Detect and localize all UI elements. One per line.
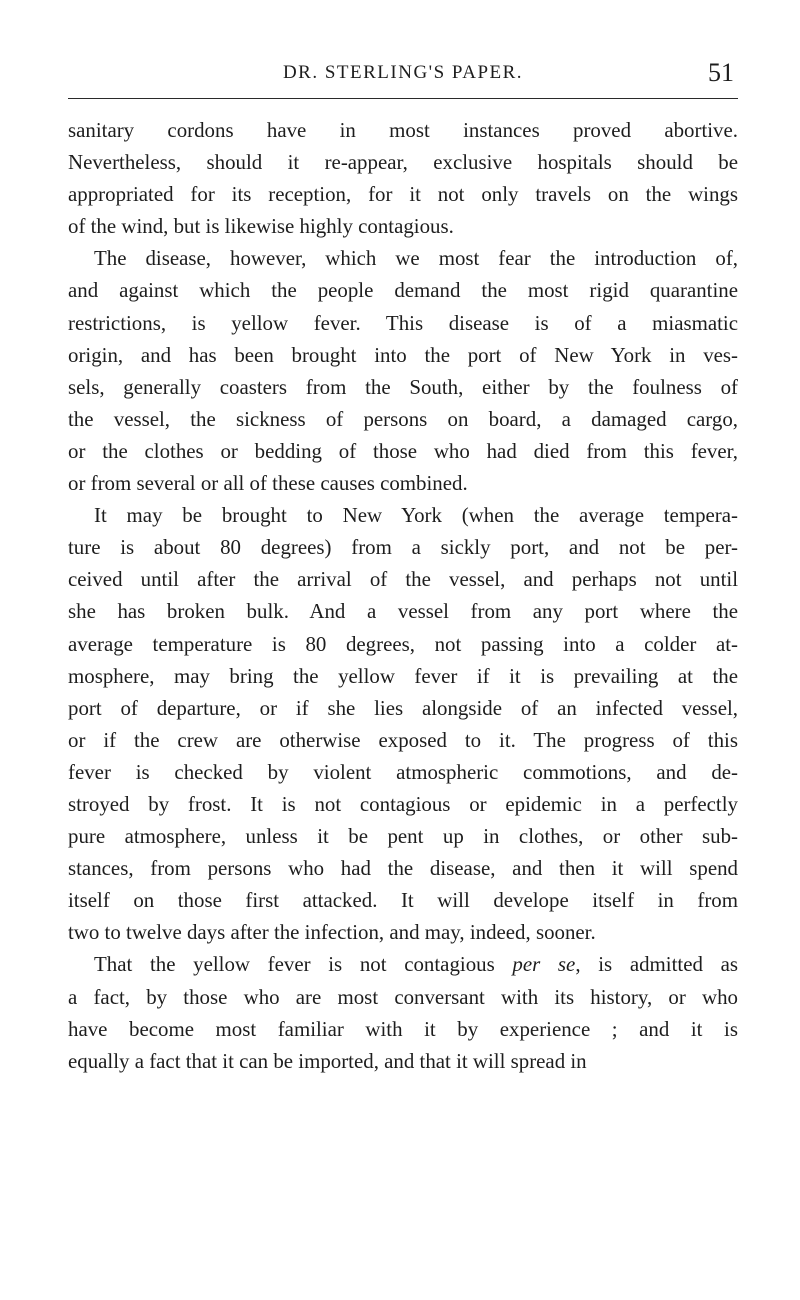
text-line: pure atmosphere, unless it be pent up in clothes, or other sub- [68,824,738,849]
text-line: a fact, by those who are most conversant with its history, or who [68,984,738,1009]
text-line: fever is checked by violent atmospheric commotions, and de- [68,759,738,784]
page-number: 51 [708,58,734,87]
text-line: stances, from persons who had the disease, and then it will spend [68,856,738,881]
text-line: or from several or all of these causes combined. [68,471,468,496]
text-line: mosphere, may bring the yellow fever if it is prevailing at the [68,663,738,688]
text-line: or the clothes or bedding of those who had died from this fever, [68,438,738,463]
text-line: have become most familiar with it by experience ; and it is [68,1016,738,1041]
text-line: two to twelve days after the infection, and may, indeed, sooner. [68,920,596,945]
text-line: origin, and has been brought into the port of New York in ves- [68,342,738,367]
running-header [68,58,738,98]
paragraph [68,114,738,242]
text-line: appropriated for its reception, for it not only travels on the wings [68,182,738,207]
text-line: port of departure, or if she lies alongside of an infected vessel, [68,695,738,720]
text-line: stroyed by frost. It is not contagious or epidemic in a perfectly [68,791,738,816]
text-line: itself on those first attacked. It will develope itself in from [68,888,738,913]
running-title: DR. STERLING'S PAPER. [282,62,524,83]
text-line: equally a fact that it can be imported, and that it will spread in [68,1048,587,1073]
text-line: ture is about 80 degrees) from a sickly port, and not be per- [68,535,738,560]
text-line: average temperature is 80 degrees, not passing into a colder at- [68,631,738,656]
text-line: the vessel, the sickness of persons on board, a damaged cargo, [68,406,738,431]
text-line: Nevertheless, should it re-appear, exclusive hospitals should be [68,150,738,175]
paragraph [68,499,738,948]
text-line: That the yellow fever is not contagious per se, is admitted as [94,952,738,977]
paragraph [68,242,738,499]
text-line: It may be brought to New York (when the average tempera- [94,503,738,528]
text-line: The disease, however, which we most fear the introduction of, [94,246,738,271]
header-rule [68,98,738,99]
text-line: ceived until after the arrival of the vessel, and perhaps not until [68,567,738,592]
text-line: and against which the people demand the most rigid quarantine [68,278,738,303]
paragraph [68,948,738,1076]
text-line: of the wind, but is likewise highly contagious. [68,214,454,239]
book-page [68,58,738,1077]
text-line: restrictions, is yellow fever. This disease is of a miasmatic [68,310,738,335]
text-line: sels, generally coasters from the South, either by the foulness of [68,374,738,399]
text-line: or if the crew are otherwise exposed to it. The progress of this [68,727,738,752]
text-line: sanitary cordons have in most instances proved abortive. [68,118,738,142]
text-line: she has broken bulk. And a vessel from any port where the [68,599,738,624]
body-text [68,114,738,1077]
